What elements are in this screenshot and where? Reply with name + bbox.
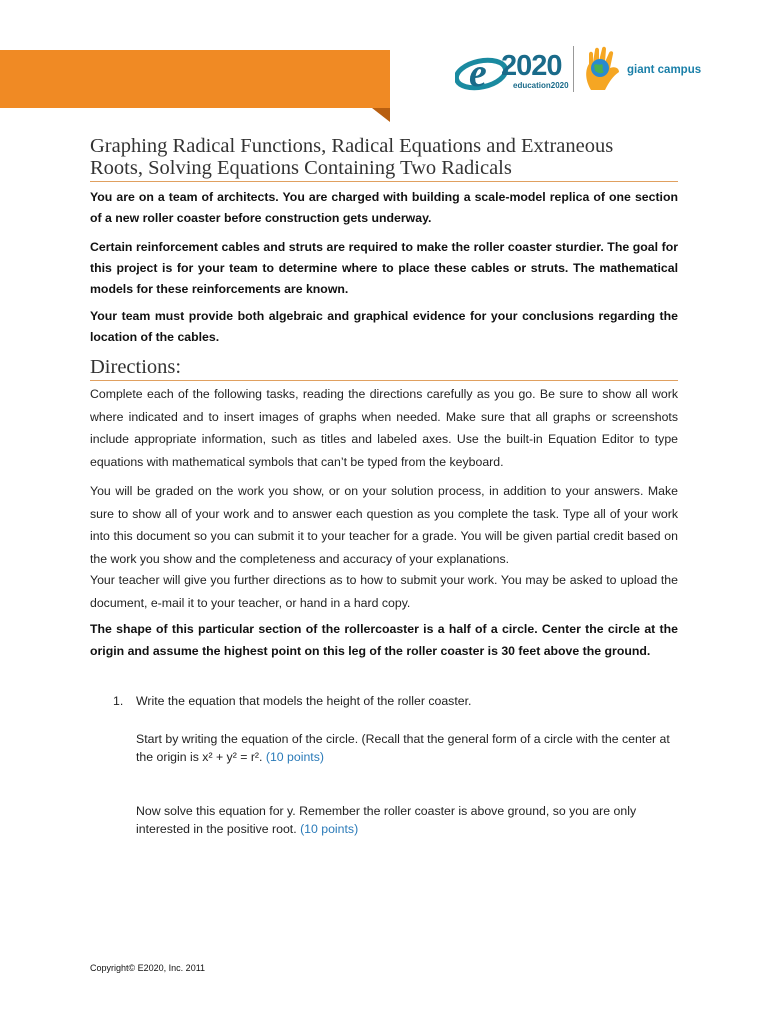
- title-line-1: Graphing Radical Functions, Radical Equations and Extraneous: [90, 135, 614, 157]
- e2020-logo-subtext: education2020: [513, 81, 569, 90]
- intro-paragraph-1: You are on a team of architects. You are charged with building a scale-model replica of one section of a new roller coaster before construction gets underway.: [90, 190, 678, 225]
- question-1b: [136, 803, 677, 838]
- document-title: [90, 135, 690, 179]
- e2020-logo-text: 2020: [501, 50, 562, 82]
- question-1b-points: (10 points): [300, 821, 359, 836]
- question-1b-text: Now solve this equation for y. Remember the roller coaster is above ground, so you are only interested in the positive root.: [136, 804, 637, 836]
- directions-paragraph-1: Complete each of the following tasks, reading the directions carefully as you go. Be sure to show all work where indicated and to insert images of graphs when needed. Make sure that all graphs or screenshots include appropriate information, such as titles and labeled axes. Use the built-in Equation Editor to type equations with mathematical symbols that can’t be typed from the keyboard.: [90, 387, 678, 469]
- intro-paragraph-2: Certain reinforcement cables and struts are required to make the roller coaster sturdier. The goal for this project is for your team to determine where to place these cables or struts. The mathematical models for these reinforcements are known.: [90, 240, 678, 296]
- giant-campus-logo-text: giant campus: [627, 64, 702, 76]
- directions-paragraph-3: Your teacher will give you further directions as to how to submit your work. You may be asked to upload the document, e-mail it to your teacher, or hand in a hard copy.: [90, 573, 678, 610]
- question-1a: [136, 731, 677, 766]
- question-1a-points: (10 points): [265, 749, 324, 764]
- shape-note: The shape of this particular section of the rollercoaster is a half of a circle. Center the circle at the origin and assume the highest point on this leg of the roller coaster is 30 feet above the ground.: [90, 622, 678, 658]
- header-band-fold: [372, 108, 390, 122]
- question-1-number: 1.: [113, 694, 124, 708]
- intro-paragraph-3: Your team must provide both algebraic and graphical evidence for your conclusions regarding the location of the cables.: [90, 309, 678, 344]
- question-1-text: Write the equation that models the height of the roller coaster.: [136, 694, 472, 708]
- logo-divider: [573, 46, 574, 92]
- directions-paragraph-2: You will be graded on the work you show, or on your solution process, in addition to your answers. Make sure to show all of your work and to answer each question as you complete the task. Type all of your work into this document so you can submit it to your teacher for a grade. You will be given partial credit based on the work you show and the completeness and accuracy of your explanations.: [90, 484, 678, 566]
- giant-campus-hand-globe-icon: [581, 46, 627, 94]
- logo-group: [455, 44, 715, 100]
- directions-heading: Directions:: [90, 356, 182, 378]
- directions-divider: [90, 380, 678, 381]
- copyright-footer: Copyright© E2020, Inc. 2011: [90, 963, 206, 973]
- title-divider: [90, 181, 678, 182]
- header-orange-band: [0, 50, 390, 108]
- question-1a-text: Start by writing the equation of the circle. (Recall that the general form of a circle with the center at the origin is x² + y² = r².: [136, 732, 670, 764]
- title-line-2: Roots, Solving Equations Containing Two Radicals: [90, 157, 512, 179]
- svg-text:e: e: [469, 50, 487, 95]
